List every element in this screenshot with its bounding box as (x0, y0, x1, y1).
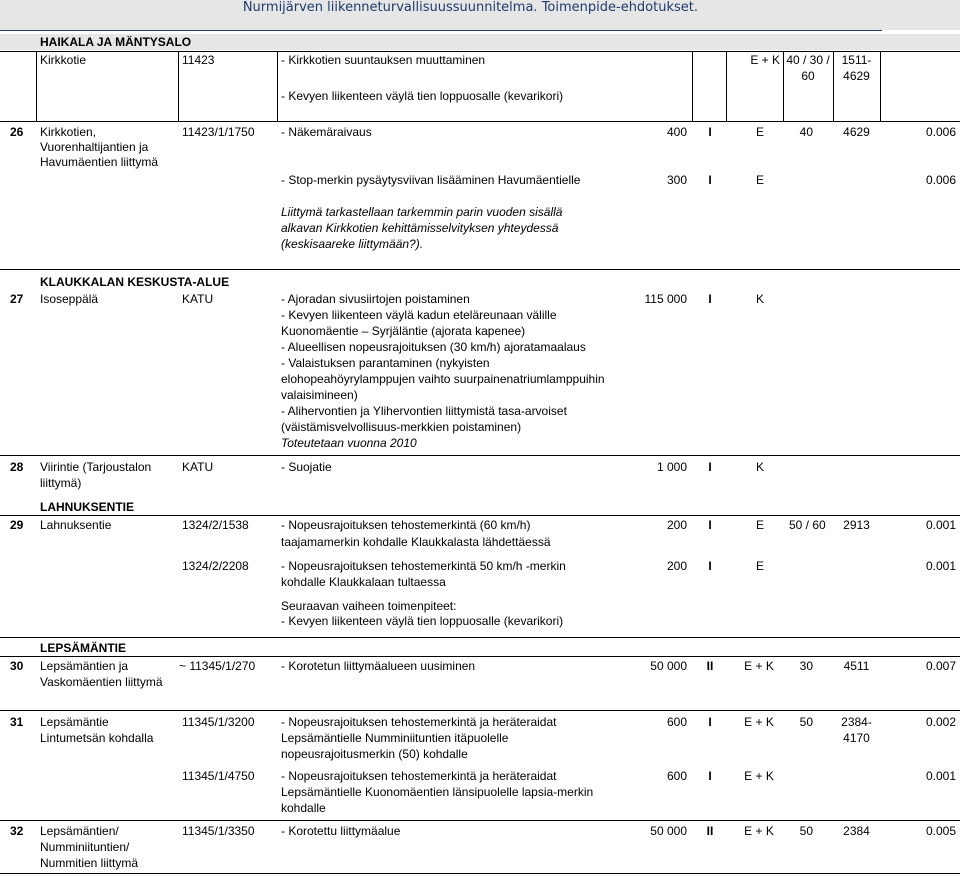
row30-place-1: Lepsämäntien ja (40, 659, 129, 673)
row30-traffic: 4511 (843, 659, 870, 673)
row32-action: - Korotettu liittymäalue (281, 824, 401, 838)
row28-place-2: liittymä) (40, 476, 82, 490)
column-divider (692, 51, 693, 122)
row26-a1-cost: 400 (666, 125, 687, 139)
row-number-26: 26 (10, 125, 24, 139)
kirkkotie-traffic-2: 4629 (843, 69, 870, 83)
row29-a1-owner: E (755, 518, 764, 532)
row29-a2-class: I (708, 559, 712, 573)
row28-class: I (708, 460, 712, 474)
row29-a1-class: I (708, 518, 712, 532)
row26-action-2: - Stop-merkin pysäytysviivan lisääminen Havumäentielle (281, 173, 581, 187)
row-separator (0, 820, 960, 821)
row27-line: - Alueellisen nopeusrajoituksen (30 km/h) ajoratamaalaus (281, 340, 586, 354)
row26-a2-owner: E (755, 173, 764, 187)
row26-note-3: (keskisaareke liittymään?). (281, 237, 424, 251)
row32-owner: E + K (744, 824, 774, 838)
row30-cost: 50 000 (650, 659, 687, 673)
row32-cost: 50 000 (650, 824, 687, 838)
row29-a2-owner: E (755, 559, 764, 573)
row31-a1-accidents: 0.002 (925, 715, 956, 729)
row29-next-1: Seuraavan vaiheen toimenpiteet: (281, 599, 457, 613)
row32-accidents: 0.005 (925, 824, 956, 838)
row32-place-3: Nummitien liittymä (40, 856, 139, 870)
row30-class: II (706, 659, 714, 673)
kirkkotie-speed-2: 60 (801, 69, 815, 83)
section-title-haikala: HAIKALA JA MÄNTYSALO (40, 35, 192, 49)
row31-a2-cost: 600 (666, 769, 687, 783)
row31-a2-line-1: - Nopeusrajoituksen tehostemerkintä ja heräteraidat (281, 769, 557, 783)
row27-line: - Alihervontien ja Ylihervontien liittymistä tasa-arvoiset (281, 404, 567, 418)
row26-code: 11423/1/1750 (182, 125, 255, 139)
row26-note-1: Liittymä tarkastellaan tarkemmin parin vuoden sisällä (281, 205, 563, 219)
row31-code-1: 11345/1/3200 (182, 715, 255, 729)
row31-a1-speed: 50 (799, 715, 813, 729)
row31-code-2: 11345/1/4750 (182, 769, 255, 783)
row27-line: - Ajoradan sivusiirtojen poistaminen (281, 292, 470, 306)
row-separator (0, 873, 960, 874)
row27-class: I (708, 292, 712, 306)
column-divider (880, 51, 881, 122)
row31-a2-class: I (708, 769, 712, 783)
row28-owner: K (755, 460, 764, 474)
row26-a1-accidents: 0.006 (925, 125, 956, 139)
row29-code-1: 1324/2/1538 (182, 518, 249, 532)
row26-note-2: alkavan Kirkkotien kehittämisselvityksen yhteydessä (281, 221, 559, 235)
row-separator (0, 51, 960, 52)
row-number-32: 32 (10, 824, 24, 838)
kirkkotie-traffic-1: 1511- (841, 53, 872, 67)
row32-place-2: Numminiituntien/ (40, 840, 130, 854)
kirkkotie-place: Kirkkotie (40, 53, 87, 67)
row32-class: II (706, 824, 714, 838)
row-number-29: 29 (10, 518, 24, 532)
row29-a1-line-2: taajamamerkin kohdalle Klaukkalasta lähdettäessä (281, 535, 551, 549)
row26-place-1: Kirkkotien, (40, 125, 97, 139)
row29-a2-line-1: - Nopeusrajoituksen tehostemerkintä 50 km/h -merkin (281, 559, 566, 573)
row28-cost: 1 000 (656, 460, 687, 474)
row32-code: 11345/1/3350 (182, 824, 255, 838)
row27-owner: K (755, 292, 764, 306)
row31-place-1: Lepsämäntie (40, 715, 109, 729)
kirkkotie-owner: E + K (750, 53, 780, 67)
row-separator (0, 515, 960, 516)
row30-action: - Korotetun liittymäalueen uusiminen (281, 659, 476, 673)
row31-a1-line-3: nopeusrajoitusmerkin (50) kohdalle (281, 747, 468, 761)
row28-code: KATU (182, 460, 214, 474)
row31-a1-class: I (708, 715, 712, 729)
row26-a1-speed: 40 (799, 125, 813, 139)
row27-line: - Valaistuksen parantaminen (nykyisten (281, 356, 490, 370)
row30-owner: E + K (744, 659, 774, 673)
row31-a1-cost: 600 (666, 715, 687, 729)
kirkkotie-action-2: - Kevyen liikenteen väylä tien loppuosalle (kevarikori) (281, 89, 564, 103)
row29-a2-accidents: 0.001 (925, 559, 956, 573)
row27-line: Kuonomäentie – Syrjäläntie (ajorata kapenee) (281, 324, 526, 338)
row29-a1-cost: 200 (666, 518, 687, 532)
row31-a1-line-1: - Nopeusrajoituksen tehostemerkintä ja heräteraidat (281, 715, 557, 729)
row29-place: Lahnuksentie (40, 518, 112, 532)
row27-code: KATU (182, 292, 214, 306)
row31-a2-line-2: Lepsämäntielle Kuonomäentien länsipuolelle lapsia-merkin (281, 785, 594, 799)
row26-place-2: Vuorenhaltijantien ja (40, 140, 149, 154)
section-title-klaukkala: KLAUKKALAN KESKUSTA-ALUE (40, 275, 230, 289)
row29-a2-cost: 200 (666, 559, 687, 573)
row31-a2-accidents: 0.001 (925, 769, 956, 783)
row29-next-2: - Kevyen liikenteen väylä tien loppuosalle (kevarikori) (281, 614, 564, 628)
kirkkotie-speed-1: 40 / 30 / (786, 53, 830, 67)
row-number-27: 27 (10, 292, 24, 306)
row26-a2-class: I (708, 173, 712, 187)
row31-a1-owner: E + K (744, 715, 774, 729)
row32-speed: 50 (799, 824, 813, 838)
column-divider (36, 51, 37, 122)
row31-a1-line-2: Lepsämäntielle Numminiituntien itäpuolelle (281, 731, 509, 745)
row32-place-1: Lepsämäntien/ (40, 824, 119, 838)
row27-line: elohopeahöyrylamppujen vaihto suurpainenatriumlamppuihin (281, 372, 605, 386)
row29-a2-line-2: kohdalle Klaukkalaan tultaessa (281, 575, 446, 589)
row26-a2-accidents: 0.006 (925, 173, 956, 187)
row-number-31: 31 (10, 715, 24, 729)
row32-traffic: 2384 (843, 824, 870, 838)
row27-cost: 115 000 (644, 292, 687, 306)
row28-action: - Suojatie (281, 460, 332, 474)
row29-a1-speed: 50 / 60 (789, 518, 826, 532)
row31-a2-owner: E + K (744, 769, 774, 783)
row28-place-1: Viirintie (Tarjoustalon (40, 460, 152, 474)
row27-line: valaisimineen) (281, 388, 358, 402)
row27-note: Toteutetaan vuonna 2010 (281, 436, 417, 450)
row30-place-2: Vaskomäentien liittymä (40, 675, 163, 689)
column-divider (178, 51, 179, 122)
row26-a1-class: I (708, 125, 712, 139)
row-separator (0, 269, 960, 270)
row30-code: ~ 11345/1/270 (179, 659, 256, 673)
row-separator (0, 710, 960, 711)
row-number-28: 28 (10, 460, 24, 474)
section-title-lahnuksentie: LAHNUKSENTIE (40, 500, 135, 514)
row27-line: (väistämisvelvollisuus-merkkien poistaminen) (281, 420, 522, 434)
row31-a1-traffic-2: 4170 (843, 731, 870, 745)
row27-place: Isoseppälä (40, 292, 99, 306)
row26-action-1: - Näkemäraivaus (281, 125, 372, 139)
row27-line: - Kevyen liikenteen väylä kadun eteläreunaan välille (281, 308, 557, 322)
kirkkotie-code: 11423 (182, 53, 215, 67)
row-number-30: 30 (10, 659, 24, 673)
row29-a1-line-1: - Nopeusrajoituksen tehostemerkintä (60 km/h) (281, 518, 531, 532)
row26-a1-owner: E (755, 125, 764, 139)
row29-a1-traffic: 2913 (843, 518, 870, 532)
column-divider (277, 51, 278, 122)
row26-a2-cost: 300 (666, 173, 687, 187)
page-header: Nurmijärven liikenneturvallisuussuunnitelma. Toimenpide-ehdotukset. (0, 0, 960, 30)
row30-accidents: 0.007 (925, 659, 956, 673)
row31-place-2: Lintumetsän kohdalla (40, 731, 154, 745)
row29-code-2: 1324/2/2208 (182, 559, 249, 573)
section-title-lepsamantie: LEPSÄMÄNTIE (40, 641, 127, 655)
row-separator (0, 656, 960, 657)
row30-speed: 30 (799, 659, 813, 673)
row26-place-3: Havumäentien liittymä (40, 155, 159, 169)
kirkkotie-action-1: - Kirkkotien suuntauksen muuttaminen (281, 53, 486, 67)
row31-a1-traffic-1: 2384- (841, 715, 872, 729)
row-separator (0, 637, 960, 638)
row26-a1-traffic: 4629 (843, 125, 870, 139)
row-separator (0, 121, 960, 122)
row-separator (0, 455, 960, 456)
header-rule (0, 30, 882, 31)
row31-a2-line-3: kohdalle (281, 801, 326, 815)
row29-a1-accidents: 0.001 (925, 518, 956, 532)
